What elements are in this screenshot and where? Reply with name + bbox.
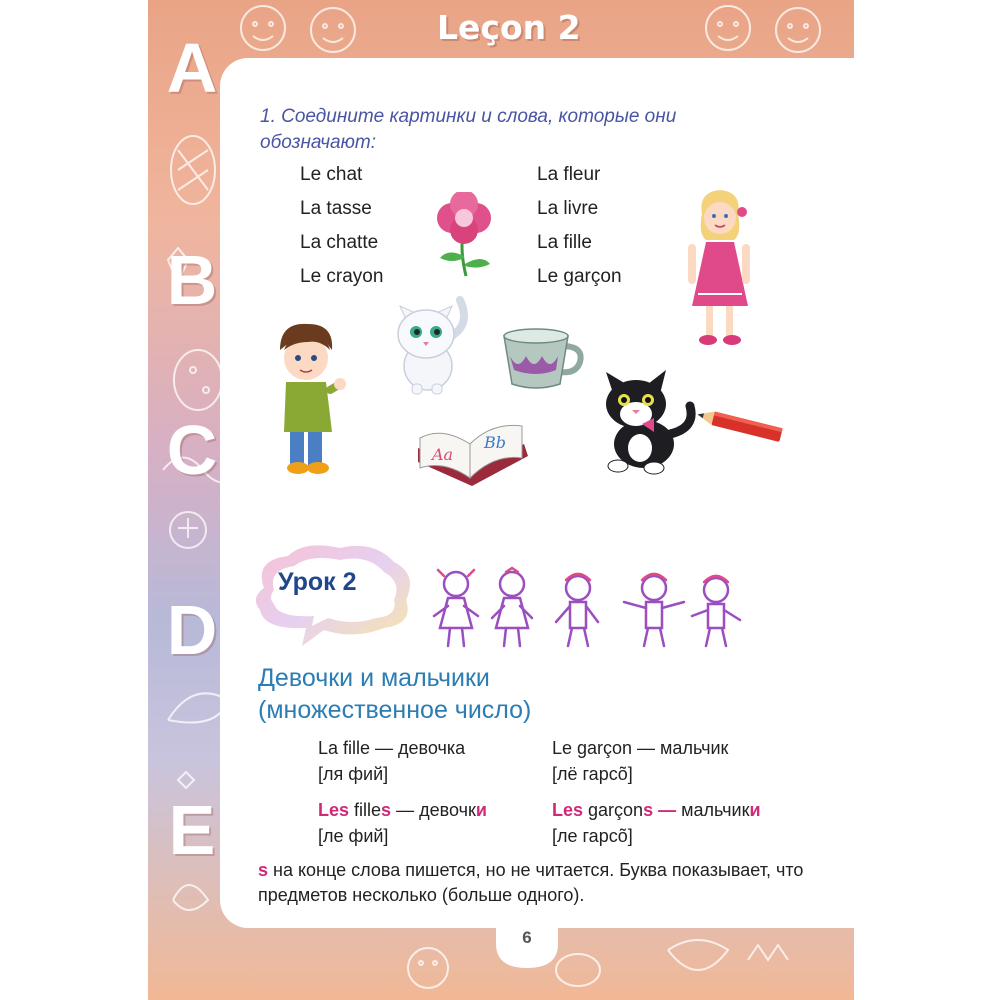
lesson-badge-text: Урок 2	[278, 568, 357, 596]
side-letter-c: C	[166, 411, 218, 489]
word-la-fleur: La fleur	[537, 164, 601, 185]
vocab-fille-plural	[318, 800, 487, 821]
exercise-instruction: 1. Соедините картинки и слова, которые они обозначают:	[260, 106, 677, 153]
vocab-garcon-plural-ru-stem: мальчик	[681, 800, 750, 820]
boy-icon	[270, 320, 350, 476]
vocab-garcon-plural-article: Les	[552, 800, 584, 820]
vocab-garcon-plural-dash: —	[653, 800, 682, 820]
vocab-garcon-singular-pron: [лё гарсõ]	[552, 764, 633, 784]
vocab-garcon-plural	[552, 800, 761, 821]
page-number: 6	[522, 928, 532, 947]
black-cat-icon	[596, 362, 696, 476]
vocab-fille-singular-pron: [ля фий]	[318, 764, 389, 784]
vocab-garcon-plural-ru-ending: и	[749, 800, 761, 820]
word-le-crayon: Le crayon	[300, 266, 384, 287]
vocab-fille-plural-ru-ending: и	[475, 800, 487, 820]
vocab-fille-plural-pron: [ле фий]	[318, 826, 389, 846]
vocab-garcon-plural-ending: s	[643, 800, 654, 820]
word-la-tasse: La tasse	[300, 198, 372, 219]
grammar-note-text: на конце слова пишется, но не читается. Буква показывает, что предметов несколько (больше одного).	[258, 860, 804, 905]
book-label-bb: Bb	[484, 433, 506, 452]
grammar-note	[258, 858, 818, 908]
side-letter-a: A	[166, 29, 218, 107]
vocab-garcon-plural-stem: garçon	[583, 800, 644, 820]
vocab-garcon-singular: Le garçon — мальчик	[552, 738, 729, 758]
book-label-aa: Aa	[432, 445, 454, 464]
word-le-chat: Le chat	[300, 164, 363, 185]
word-la-fille: La fille	[537, 232, 592, 253]
section-title-line1: Девочки и мальчики	[258, 664, 490, 692]
grammar-note-highlight: s	[258, 860, 269, 880]
vocab-fille-plural-dash: —	[391, 800, 420, 820]
vocab-garcon-plural-pron: [ле гарсõ]	[552, 826, 633, 846]
vocab-fille-plural-stem: fille	[349, 800, 382, 820]
section-title	[258, 662, 688, 726]
side-letter-b: B	[166, 241, 218, 319]
section-title-line2: (множественное число)	[258, 696, 532, 724]
word-la-chatte: La chatte	[300, 232, 379, 253]
open-book-icon	[412, 408, 532, 494]
white-cat-icon	[386, 290, 470, 396]
side-letter-e: E	[168, 791, 216, 869]
girl-icon	[684, 184, 756, 350]
vocab-fille-plural-ru-stem: девочк	[419, 800, 476, 820]
pencil-icon	[694, 404, 786, 448]
flower-icon	[430, 192, 500, 278]
word-la-livre: La livre	[537, 198, 599, 219]
lesson-title: Leçon 2	[437, 8, 581, 47]
content-panel	[220, 58, 854, 928]
vocab-fille-plural-article: Les	[318, 800, 350, 820]
side-letter-d: D	[166, 591, 218, 669]
vocab-fille-plural-ending: s	[381, 800, 392, 820]
stick-children-icon	[426, 566, 752, 654]
vocab-fille-singular: La fille — девочка	[318, 738, 466, 758]
word-le-garcon: Le garçon	[537, 266, 622, 287]
cup-icon	[500, 326, 584, 392]
